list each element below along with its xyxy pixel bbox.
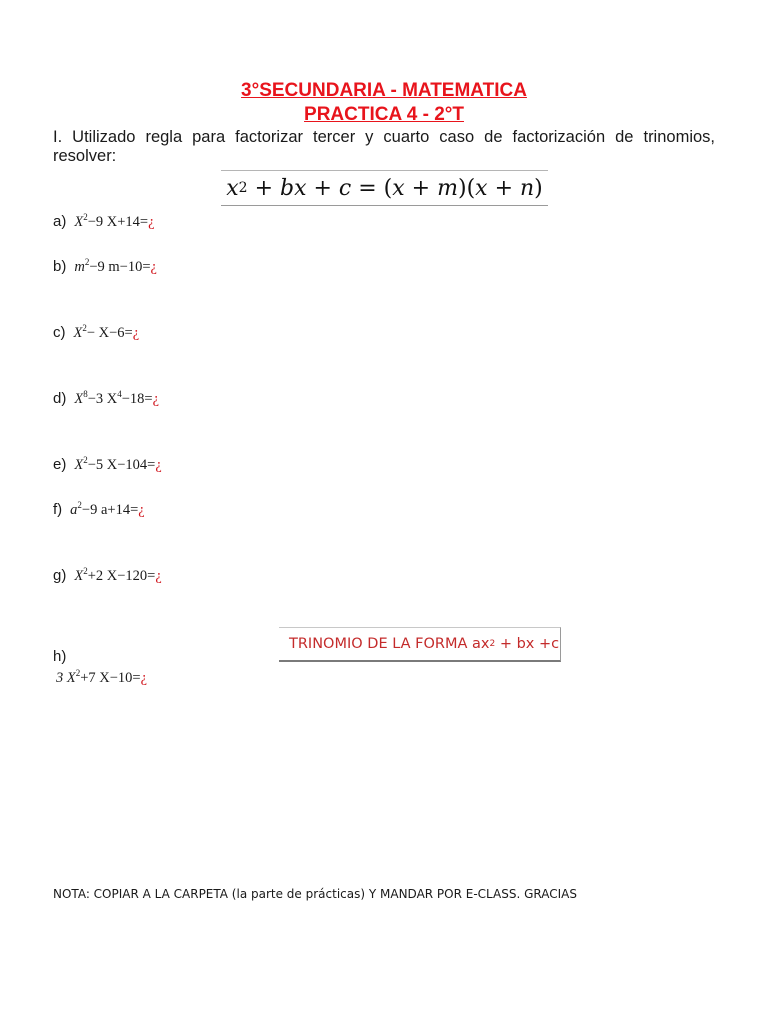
exercise-e: e) $X^2-5$ X−104=¿ (53, 455, 162, 473)
formula-box: x 2 + bx + c = ( x + m )( x + n ) (221, 170, 548, 206)
exercise-h-label: h) (53, 648, 67, 665)
exercise-c: c) $X^2-$ X−6=¿ (53, 323, 140, 341)
footer-note: NOTA: COPIAR A LA CARPETA (la parte de prácticas) Y MANDAR POR E-CLASS. GRACIAS (53, 887, 577, 901)
exercise-f: f) $a^2-9$ a+14=¿ (53, 500, 145, 518)
instructions-text: I. Utilizado regla para factorizar tercer y cuarto caso de factorización de trinomios, resolver: (53, 128, 715, 165)
page-title: 3°SECUNDARIA - MATEMATICA (241, 80, 527, 101)
exercise-a: a) $X^2-9$ X+14=¿ (53, 212, 155, 230)
page-subtitle: PRACTICA 4 - 2°T (304, 104, 464, 125)
exercise-g: g) $X^2+2$ X−120=¿ (53, 566, 162, 584)
exercise-d: d) $X^8-3$ $X^4-18=¿$ (53, 389, 160, 407)
trinomio-label-box: TRINOMIO DE LA FORMA ax 2 + bx +c (279, 627, 561, 662)
exercise-h: 3 $X^2+7$ X−10=¿ (56, 668, 148, 686)
exercise-b: b) $m^2-9$ m−10=¿ (53, 257, 157, 275)
